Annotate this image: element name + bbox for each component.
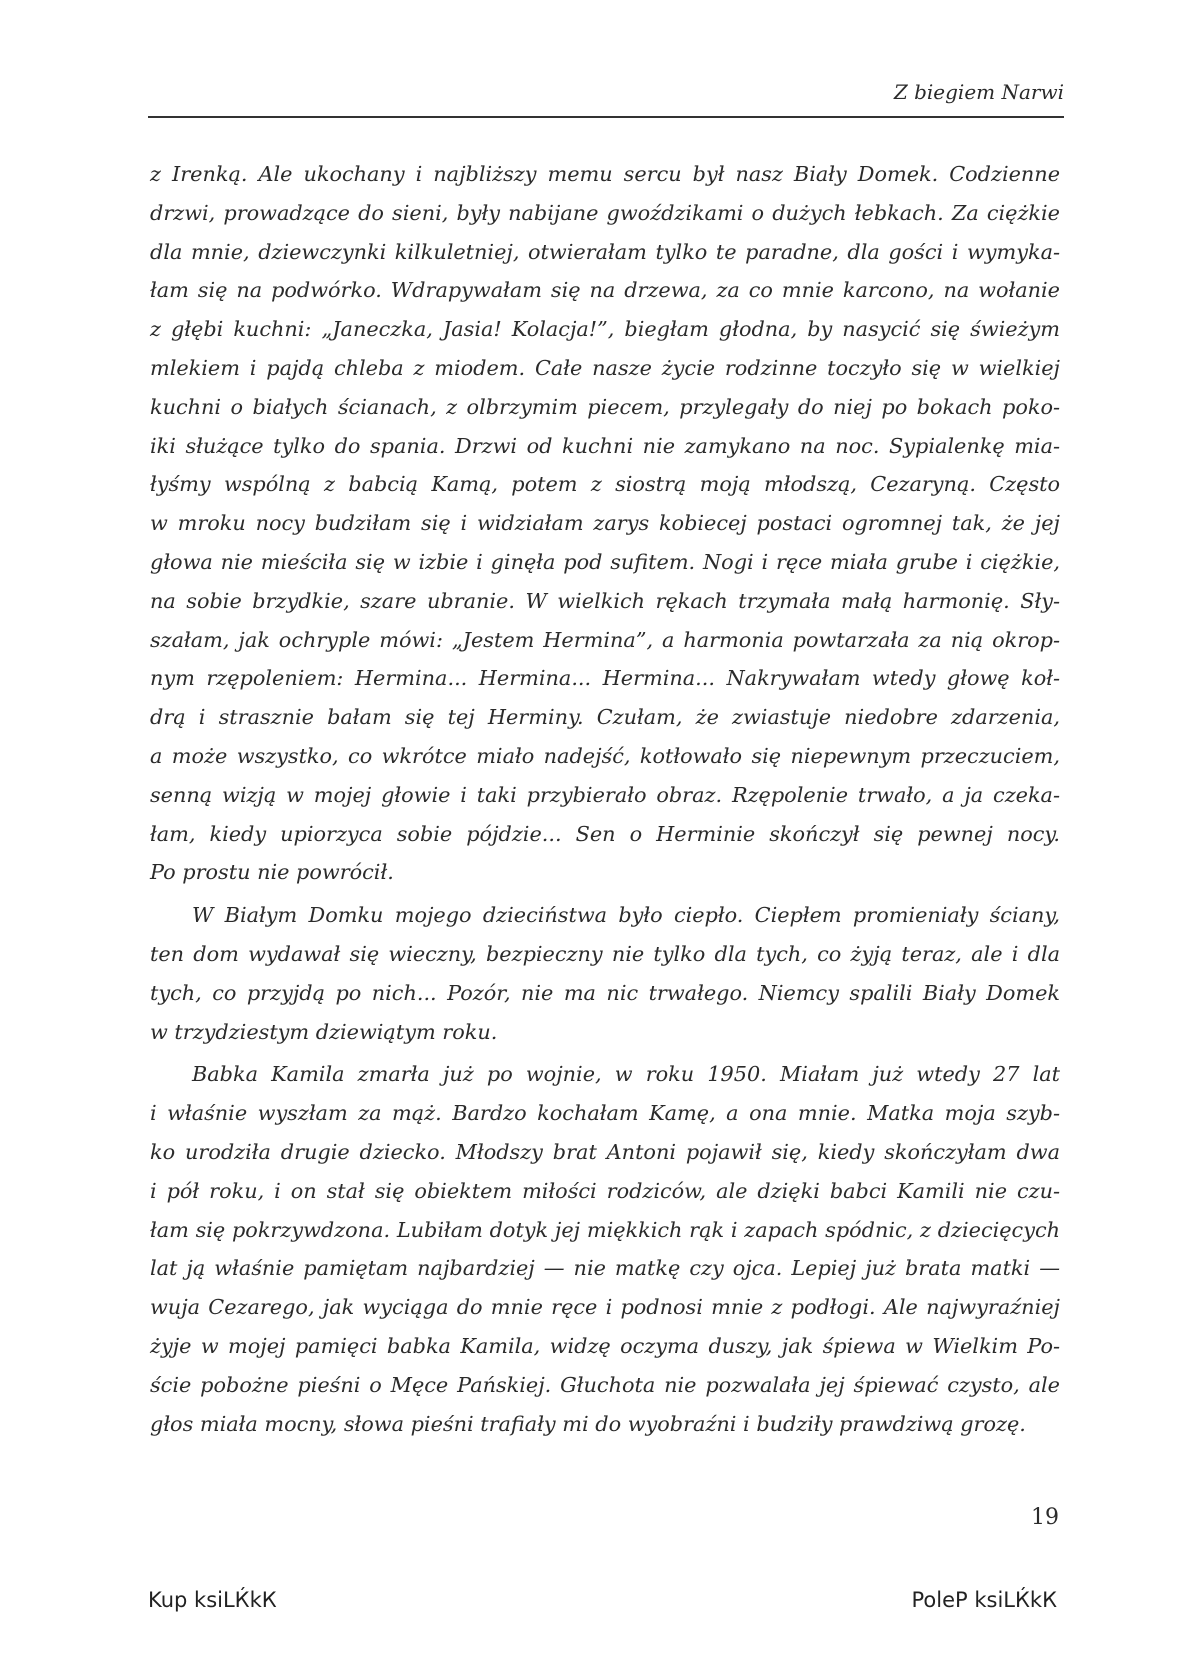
text-line: Babka Kamila zmarła już po wojnie, w roku 1950. Miałam już wtedy 27 lat xyxy=(192,1062,1060,1087)
text-line: wuja Cezarego, jak wyciąga do mnie ręce i podnosi mnie z podłogi. Ale najwyraźniej xyxy=(150,1295,1060,1320)
text-line: łyśmy wspólną z babcią Kamą, potem z siostrą moją młodszą, Cezaryną. Często xyxy=(150,472,1060,497)
text-line: dla mnie, dziewczynki kilkuletniej, otwierałam tylko te paradne, dla gości i wymyka- xyxy=(150,239,1060,264)
text-line: lat ją właśnie pamiętam najbardziej — nie matkę czy ojca. Lepiej już brata matki — xyxy=(150,1256,1060,1281)
text-line: senną wizją w mojej głowie i taki przybierało obraz. Rzępolenie trwało, a ja czeka- xyxy=(150,782,1060,807)
text-line: głowa nie mieściła się w izbie i ginęła pod sufitem. Nogi i ręce miała grube i ciężkie, xyxy=(150,549,1060,574)
text-line: ten dom wydawał się wieczny, bezpieczny nie tylko dla tych, co żyją teraz, ale i dla xyxy=(150,941,1060,966)
text-line: żyje w mojej pamięci babka Kamila, widzę oczyma duszy, jak śpiewa w Wielkim Po- xyxy=(150,1333,1060,1358)
text-line: nym rzępoleniem: Hermina... Hermina... Hermina... Nakrywałam wtedy głowę koł- xyxy=(150,666,1060,691)
text-line: a może wszystko, co wkrótce miało nadejść, kotłowało się niepewnym przeczuciem, xyxy=(150,743,1060,768)
text-line: W Białym Domku mojego dzieciństwa było ciepło. Ciepłem promieniały ściany, xyxy=(192,903,1060,928)
text-line: łam się pokrzywdzona. Lubiłam dotyk jej miękkich rąk i zapach spódnic, z dziecięcych xyxy=(150,1217,1060,1242)
text-line: z Irenką. Ale ukochany i najbliższy memu sercu był nasz Biały Domek. Codzienne xyxy=(150,162,1060,186)
page-number: 19 xyxy=(1031,1505,1059,1530)
text-line: głos miała mocny, słowa pieśni trafiały mi do wyobraźni i budziły prawdziwą grozę. xyxy=(150,1411,1026,1436)
text-line: na sobie brzydkie, szare ubranie. W wielkich rękach trzymała małą harmonię. Sły- xyxy=(150,588,1060,613)
text-line: ko urodziła drugie dziecko. Młodszy brat Antoni pojawił się, kiedy skończyłam dwa xyxy=(150,1139,1060,1164)
paragraph xyxy=(150,1055,1060,1443)
running-title: Z biegiem Narwi xyxy=(893,80,1064,104)
text-line: w trzydziestym dziewiątym roku. xyxy=(150,1019,498,1044)
paragraph xyxy=(150,896,1060,1051)
footer-recommend-book-link[interactable]: PoleР ksiLЌkК xyxy=(911,1588,1057,1612)
text-line: drzwi, prowadzące do sieni, były nabijane gwoździkami o dużych łebkach. Za ciężkie xyxy=(150,200,1060,225)
text-line: szałam, jak ochryple mówi: „Jestem Hermina”, a harmonia powtarzała za nią okrop- xyxy=(150,627,1060,652)
text-line: iki służące tylko do spania. Drzwi od kuchni nie zamykano na noc. Sypialenkę mia- xyxy=(150,433,1060,458)
text-line: z głębi kuchni: „Janeczka, Jasia! Kolacja!”, biegłam głodna, by nasycić się świeżym xyxy=(150,317,1060,342)
text-line: kuchni o białych ścianach, z olbrzymim piecem, przylegały do niej po bokach poko- xyxy=(150,394,1060,419)
text-line: i właśnie wyszłam za mąż. Bardzo kochałam Kamę, a ona mnie. Matka moja szyb- xyxy=(150,1101,1060,1126)
text-line: tych, co przyjdą po nich... Pozór, nie ma nic trwałego. Niemcy spalili Biały Domek xyxy=(150,980,1060,1005)
text-line: łam się na podwórko. Wdrapywałam się na drzewa, za co mnie karcono, na wołanie xyxy=(150,278,1060,303)
body-text xyxy=(150,155,1060,1443)
text-line: i pół roku, i on stał się obiektem miłości rodziców, ale dzięki babci Kamili nie czu- xyxy=(150,1178,1060,1203)
paragraph xyxy=(150,155,1060,892)
text-line: ście pobożne pieśni o Męce Pańskiej. Głuchota nie pozwalała jej śpiewać czysto, ale xyxy=(150,1372,1060,1397)
footer-buy-book-link[interactable]: Kup ksiLЌkК xyxy=(148,1588,277,1612)
running-header xyxy=(148,80,1064,118)
text-line: drą i strasznie bałam się tej Herminy. Czułam, że zwiastuje niedobre zdarzenia, xyxy=(150,705,1060,730)
text-line: łam, kiedy upiorzyca sobie pójdzie... Sen o Herminie skończył się pewnej nocy. xyxy=(150,821,1060,846)
text-line: mlekiem i pajdą chleba z miodem. Całe nasze życie rodzinne toczyło się w wielkiej xyxy=(150,355,1060,380)
text-line: Po prostu nie powrócił. xyxy=(150,860,394,885)
text-line: w mroku nocy budziłam się i widziałam zarys kobiecej postaci ogromnej tak, że jej xyxy=(150,511,1060,536)
